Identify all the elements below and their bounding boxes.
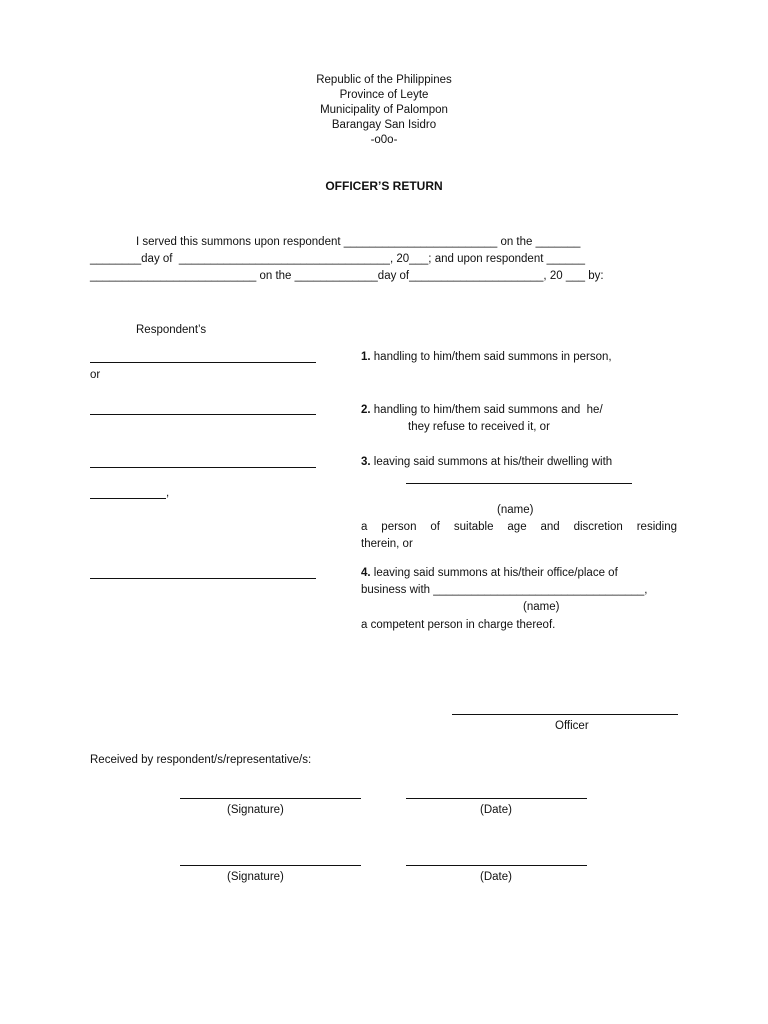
method-2-text: handling to him/them said summons and he/ xyxy=(370,404,603,416)
method-1 xyxy=(361,350,612,365)
respondent-blank-1 xyxy=(90,362,316,363)
header-province: Province of Leyte xyxy=(339,89,429,101)
method-4-name-label: (name) xyxy=(523,601,560,613)
header-republic: Republic of the Philippines xyxy=(316,74,452,86)
header-municipality: Municipality of Palompon xyxy=(320,104,448,116)
method-3-name-label: (name) xyxy=(497,504,534,516)
method-4 xyxy=(361,566,618,581)
signature-line-2 xyxy=(180,865,361,866)
method-4-business-line: business with _________________________________, xyxy=(361,584,648,596)
signature-line-1 xyxy=(180,798,361,799)
header-separator: -o0o- xyxy=(370,134,398,146)
method-1-number: 1. xyxy=(361,351,371,363)
header-barangay: Barangay San Isidro xyxy=(331,119,437,131)
date-line-1 xyxy=(406,798,587,799)
intro-line-1: I served this summons upon respondent ________________________ on the _______ xyxy=(136,236,581,248)
method-1-text: handling to him/them said summons in person, xyxy=(370,351,612,363)
method-3-description-2: therein, or xyxy=(361,538,413,550)
method-3-name-blank xyxy=(406,483,632,484)
short-blank-comma: , xyxy=(166,487,170,499)
date-label-2: (Date) xyxy=(480,871,512,883)
intro-line-3: __________________________ on the _____________day of_____________________, 20 ___ by: xyxy=(90,270,604,282)
or-label: or xyxy=(90,369,101,381)
method-4-text: leaving said summons at his/their office/place of xyxy=(370,567,618,579)
method-3-number: 3. xyxy=(361,456,371,468)
signature-label-1: (Signature) xyxy=(227,804,284,816)
method-2-continuation: they refuse to received it, or xyxy=(408,421,550,433)
method-3-text: leaving said summons at his/their dwelling with xyxy=(370,456,613,468)
method-2 xyxy=(361,403,603,418)
signature-label-2: (Signature) xyxy=(227,871,284,883)
respondent-blank-4 xyxy=(90,578,316,579)
method-4-description: a competent person in charge thereof. xyxy=(361,619,556,631)
received-by-label: Received by respondent/s/representative/s: xyxy=(90,754,312,766)
officer-signature-line xyxy=(452,714,678,715)
respondents-label: Respondent’s xyxy=(136,324,207,336)
respondent-blank-3 xyxy=(90,467,316,468)
short-blank xyxy=(90,498,166,499)
officer-label: Officer xyxy=(555,720,589,732)
intro-line-2: ________day of _________________________________, 20___; and upon respondent ______ xyxy=(90,253,585,265)
method-3 xyxy=(361,455,612,470)
page-title: OFFICER’S RETURN xyxy=(325,179,443,193)
respondent-blank-2 xyxy=(90,414,316,415)
method-2-number: 2. xyxy=(361,404,371,416)
date-label-1: (Date) xyxy=(480,804,512,816)
method-3-description-1: a person of suitable age and discretion residing xyxy=(361,521,677,533)
method-4-number: 4. xyxy=(361,567,371,579)
date-line-2 xyxy=(406,865,587,866)
